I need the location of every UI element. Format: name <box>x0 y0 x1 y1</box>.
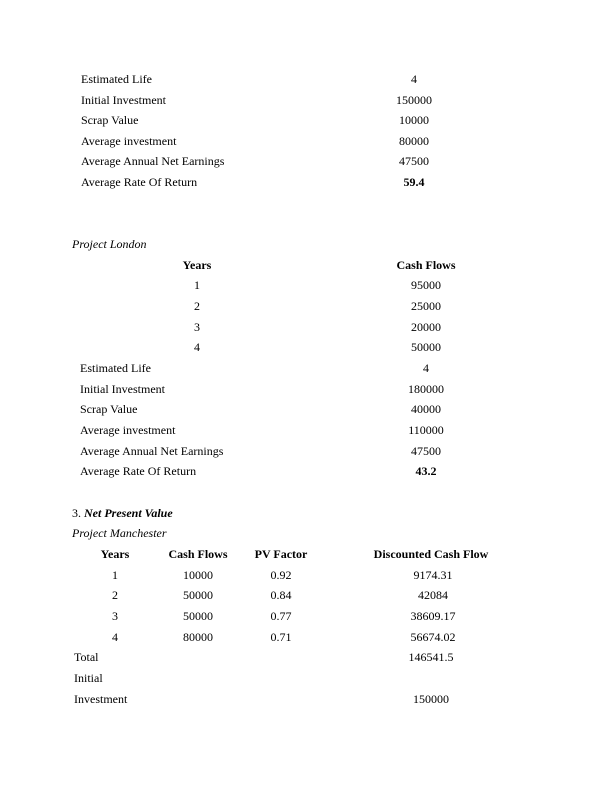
npv-header-pv-factor: PV Factor <box>254 547 308 561</box>
npv-dcf: 56674.02 <box>410 630 456 644</box>
npv-total-value: 146541.5 <box>408 650 454 664</box>
s1-value-average-investment: 80000 <box>399 134 429 148</box>
london-cash: 95000 <box>411 278 441 292</box>
s1-value-estimated-life: 4 <box>411 72 417 86</box>
s1-label-estimated-life: Estimated Life <box>81 72 152 86</box>
london-value-initial-investment: 180000 <box>408 382 444 396</box>
npv-pv: 0.71 <box>270 630 292 644</box>
npv-total-label: Total <box>74 650 99 664</box>
npv-cash: 50000 <box>183 588 213 602</box>
s1-value-initial-investment: 150000 <box>396 93 432 107</box>
npv-cash: 80000 <box>183 630 213 644</box>
london-label-initial-investment: Initial Investment <box>80 382 165 396</box>
london-header-years: Years <box>182 258 212 272</box>
london-header-cash-flows: Cash Flows <box>396 258 456 272</box>
npv-heading-text: Net Present Value <box>84 506 173 520</box>
npv-heading <box>72 506 173 520</box>
npv-header-dcf: Discounted Cash Flow <box>373 547 489 561</box>
npv-section-number: 3. <box>72 506 81 520</box>
project-london-title: Project London <box>72 237 147 251</box>
london-cash: 20000 <box>411 320 441 334</box>
npv-year: 4 <box>112 630 118 644</box>
london-cash: 25000 <box>411 299 441 313</box>
london-value-average-rate-of-return: 43.2 <box>415 464 437 478</box>
npv-investment-value: 150000 <box>413 692 449 706</box>
london-value-average-net-earnings: 47500 <box>411 444 441 458</box>
npv-year: 3 <box>112 609 118 623</box>
npv-cash: 10000 <box>183 568 213 582</box>
npv-header-cash-flows: Cash Flows <box>168 547 228 561</box>
london-year: 3 <box>194 320 200 334</box>
london-label-scrap-value: Scrap Value <box>80 402 138 416</box>
npv-year: 1 <box>112 568 118 582</box>
npv-year: 2 <box>112 588 118 602</box>
london-value-average-investment: 110000 <box>408 423 444 437</box>
npv-dcf: 9174.31 <box>413 568 453 582</box>
npv-initial-label: Initial <box>74 671 103 685</box>
npv-pv: 0.84 <box>270 588 292 602</box>
npv-header-years: Years <box>100 547 130 561</box>
s1-value-average-net-earnings: 47500 <box>399 154 429 168</box>
london-cash: 50000 <box>411 340 441 354</box>
npv-pv: 0.92 <box>270 568 292 582</box>
london-value-scrap-value: 40000 <box>411 402 441 416</box>
london-label-estimated-life: Estimated Life <box>80 361 151 375</box>
london-label-average-net-earnings: Average Annual Net Earnings <box>80 444 224 458</box>
s1-value-average-rate-of-return: 59.4 <box>403 175 425 189</box>
london-year: 4 <box>194 340 200 354</box>
s1-label-scrap-value: Scrap Value <box>81 113 139 127</box>
london-value-estimated-life: 4 <box>423 361 429 375</box>
london-label-average-investment: Average investment <box>80 423 176 437</box>
npv-cash: 50000 <box>183 609 213 623</box>
s1-label-average-investment: Average investment <box>81 134 177 148</box>
npv-pv: 0.77 <box>270 609 292 623</box>
npv-investment-label: Investment <box>74 692 128 706</box>
london-year: 1 <box>194 278 200 292</box>
project-manchester-title: Project Manchester <box>72 526 167 540</box>
s1-label-initial-investment: Initial Investment <box>81 93 166 107</box>
s1-label-average-net-earnings: Average Annual Net Earnings <box>81 154 225 168</box>
s1-label-average-rate-of-return: Average Rate Of Return <box>81 175 198 189</box>
npv-dcf: 42084 <box>418 588 448 602</box>
london-label-average-rate-of-return: Average Rate Of Return <box>80 464 197 478</box>
london-year: 2 <box>194 299 200 313</box>
s1-value-scrap-value: 10000 <box>399 113 429 127</box>
npv-dcf: 38609.17 <box>410 609 456 623</box>
